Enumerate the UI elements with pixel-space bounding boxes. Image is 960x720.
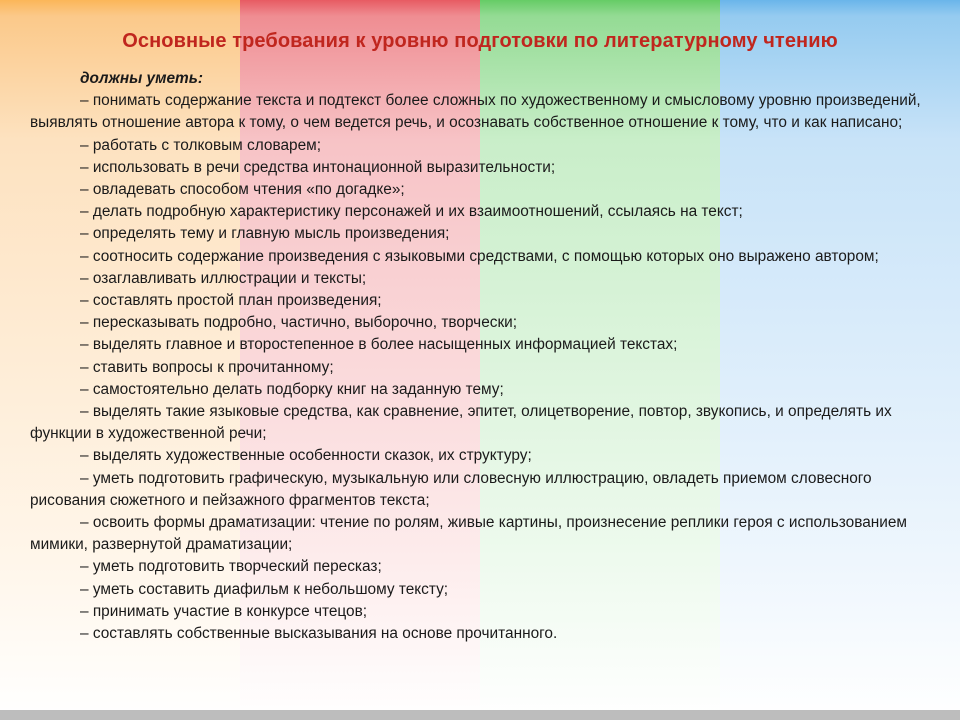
list-item: – озаглавливать иллюстрации и тексты; [80, 269, 367, 287]
list-item: – уметь подготовить графическую, музыкальную или словесную иллюстрацию, овладеть приемом словесного рисования сюжетного и пейзажного фрагментов текста; [30, 469, 872, 509]
list-item: – принимать участие в конкурсе чтецов; [80, 602, 368, 620]
list-item: – уметь составить диафильм к небольшому тексту; [80, 580, 449, 598]
list-item: – овладевать способом чтения «по догадке»; [80, 181, 405, 199]
list-item: – составлять простой план произведения; [80, 292, 382, 310]
list-item: – освоить формы драматизации: чтение по ролям, живые картины, произнесение реплики героя с использованием мимики, развернутой драматизации; [30, 514, 907, 554]
list-item: – понимать содержание текста и подтекст более сложных по художественному и смысловому уровню произведений, выявлять отношение автора к тому, о чем ведется речь, и осознавать собственное отношение к тому, что и как написано; [30, 92, 921, 132]
list-item: – выделять главное и второстепенное в более насыщенных информацией текстах; [80, 336, 678, 354]
list-item: – составлять собственные высказывания на основе прочитанного. [80, 625, 558, 643]
list-item: – использовать в речи средства интонационной выразительности; [80, 158, 556, 176]
list-item: – делать подробную характеристику персонажей и их взаимоотношений, ссылаясь на текст; [80, 203, 743, 221]
list-item: – ставить вопросы к прочитанному; [80, 358, 334, 376]
list-item: – выделять художественные особенности сказок, их структуру; [80, 447, 532, 465]
list-item: – уметь подготовить творческий пересказ; [80, 558, 382, 576]
requirements-list [30, 68, 930, 645]
bottom-bar [0, 710, 960, 720]
subheading: должны уметь: [80, 70, 203, 87]
list-item: – самостоятельно делать подборку книг на заданную тему; [80, 380, 504, 398]
list-item: – работать с толковым словарем; [80, 136, 321, 154]
list-item: – пересказывать подробно, частично, выборочно, творчески; [80, 314, 518, 332]
list-item: – соотносить содержание произведения с языковыми средствами, с помощью которых оно выражено автором; [80, 247, 879, 265]
list-item: – определять тему и главную мысль произведения; [80, 225, 450, 243]
list-item: – выделять такие языковые средства, как сравнение, эпитет, олицетворение, повтор, звукопись, и определять их функции в художественной речи; [30, 403, 892, 443]
slide-title: Основные требования к уровню подготовки по литературному чтению [122, 30, 838, 52]
